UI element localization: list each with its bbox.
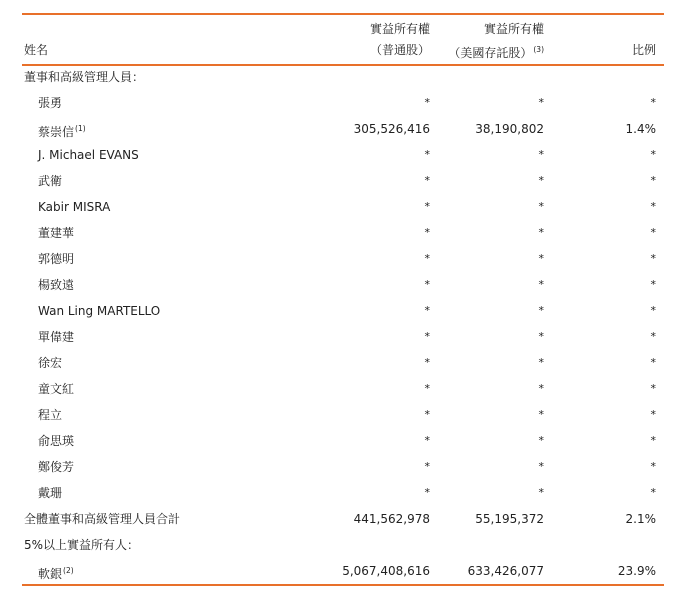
row-name bbox=[38, 324, 74, 350]
row-ads: * bbox=[538, 356, 544, 369]
section-holders-label: 5%以上實益所有人： bbox=[24, 538, 140, 552]
row-name bbox=[38, 220, 74, 246]
row-ordinary: 305,526,416 bbox=[353, 122, 430, 136]
row-ordinary: * bbox=[424, 278, 430, 291]
row-ordinary: * bbox=[424, 226, 430, 239]
row-name bbox=[38, 168, 62, 194]
row-name-text: 董建華 bbox=[38, 226, 75, 240]
row-name bbox=[38, 350, 62, 376]
row-footnote: (1) bbox=[75, 124, 86, 133]
row-ads: * bbox=[538, 304, 544, 317]
row-name-text: 童文紅 bbox=[38, 382, 75, 396]
row-ordinary: * bbox=[424, 304, 430, 317]
row-ads: * bbox=[538, 486, 544, 499]
row-percent: * bbox=[650, 408, 656, 421]
row-ads: * bbox=[538, 408, 544, 421]
header-percent: 比例 bbox=[631, 43, 656, 57]
row-ads: 38,190,802 bbox=[475, 122, 544, 136]
table-row bbox=[0, 220, 700, 246]
row-footnote: (2) bbox=[63, 566, 74, 575]
row-ads: * bbox=[538, 200, 544, 213]
table-row bbox=[0, 272, 700, 298]
row-ordinary: * bbox=[424, 330, 430, 343]
section-directors bbox=[0, 64, 700, 90]
row-ads: * bbox=[538, 96, 544, 109]
row-percent: * bbox=[650, 330, 656, 343]
row-name-text: Kabir MISRA bbox=[38, 200, 111, 214]
row-percent: 1.4% bbox=[625, 122, 656, 136]
total-percent: 2.1% bbox=[625, 512, 656, 526]
header-ads-line1: 實益所有權 bbox=[483, 22, 544, 36]
row-name bbox=[38, 194, 110, 220]
row-ordinary: * bbox=[424, 408, 430, 421]
row-name-text: 楊致遠 bbox=[38, 278, 75, 292]
row-name-text: 俞思瑛 bbox=[38, 434, 75, 448]
row-ordinary: * bbox=[424, 434, 430, 447]
row-name-text: 武衛 bbox=[38, 174, 63, 188]
row-percent: * bbox=[650, 356, 656, 369]
row-name-text: 張勇 bbox=[38, 96, 63, 110]
row-name-text: 蔡崇信 bbox=[38, 125, 75, 139]
section-holders bbox=[0, 532, 700, 558]
row-name bbox=[38, 116, 86, 145]
header-name: 姓名 bbox=[24, 43, 49, 57]
row-percent: * bbox=[650, 304, 656, 317]
row-name-text: J. Michael EVANS bbox=[38, 148, 139, 162]
row-ads: * bbox=[538, 226, 544, 239]
table-row bbox=[0, 558, 700, 584]
row-name bbox=[38, 246, 74, 272]
row-percent: * bbox=[650, 226, 656, 239]
table-row bbox=[0, 428, 700, 454]
row-name bbox=[38, 142, 139, 168]
row-ads: 633,426,077 bbox=[467, 564, 544, 578]
row-percent: * bbox=[650, 174, 656, 187]
row-ads: * bbox=[538, 460, 544, 473]
table-row bbox=[0, 116, 700, 142]
row-name bbox=[38, 402, 62, 428]
row-percent: * bbox=[650, 460, 656, 473]
table-row bbox=[0, 142, 700, 168]
section-directors-label: 董事和高級管理人員： bbox=[24, 70, 145, 84]
row-name bbox=[38, 272, 74, 298]
row-name bbox=[38, 298, 160, 324]
table-row bbox=[0, 90, 700, 116]
total-name: 全體董事和高級管理人員合計 bbox=[24, 512, 181, 526]
header-ads-line2 bbox=[448, 42, 544, 61]
row-ordinary: * bbox=[424, 148, 430, 161]
row-ordinary: * bbox=[424, 96, 430, 109]
table-row bbox=[0, 324, 700, 350]
row-ads: * bbox=[538, 174, 544, 187]
row-name-text: 郭德明 bbox=[38, 252, 75, 266]
bottom-rule bbox=[22, 584, 664, 586]
row-ads: * bbox=[538, 148, 544, 161]
header-ads-footnote: (3) bbox=[533, 45, 544, 54]
header-ordinary-line2: （普通股） bbox=[369, 43, 430, 57]
row-percent: * bbox=[650, 96, 656, 109]
table-row bbox=[0, 298, 700, 324]
row-ads: * bbox=[538, 278, 544, 291]
table-row bbox=[0, 454, 700, 480]
row-ads: * bbox=[538, 434, 544, 447]
row-name-text: 單偉建 bbox=[38, 330, 75, 344]
total-row bbox=[0, 506, 700, 532]
row-name bbox=[38, 558, 74, 587]
row-ads: * bbox=[538, 382, 544, 395]
table-row bbox=[0, 350, 700, 376]
row-name-text: 徐宏 bbox=[38, 356, 63, 370]
table-row bbox=[0, 402, 700, 428]
row-ads: * bbox=[538, 330, 544, 343]
table-row bbox=[0, 246, 700, 272]
table-row bbox=[0, 376, 700, 402]
top-rule bbox=[22, 13, 664, 15]
row-name bbox=[38, 90, 62, 116]
row-ordinary: * bbox=[424, 486, 430, 499]
row-percent: * bbox=[650, 382, 656, 395]
row-name-text: 戴珊 bbox=[38, 486, 63, 500]
row-percent: * bbox=[650, 200, 656, 213]
total-ads: 55,195,372 bbox=[475, 512, 544, 526]
row-name-text: 軟銀 bbox=[38, 567, 63, 581]
row-percent: * bbox=[650, 148, 656, 161]
header-ads-label: （美國存託股） bbox=[448, 46, 533, 60]
table-row bbox=[0, 480, 700, 506]
row-ordinary: * bbox=[424, 252, 430, 265]
row-ordinary: 5,067,408,616 bbox=[342, 564, 430, 578]
row-name bbox=[38, 454, 74, 480]
row-percent: * bbox=[650, 434, 656, 447]
row-ordinary: * bbox=[424, 382, 430, 395]
row-percent: * bbox=[650, 252, 656, 265]
total-ordinary: 441,562,978 bbox=[353, 512, 430, 526]
row-ordinary: * bbox=[424, 460, 430, 473]
row-percent: * bbox=[650, 278, 656, 291]
row-percent: * bbox=[650, 486, 656, 499]
row-name-text: 鄭俊芳 bbox=[38, 460, 75, 474]
row-ordinary: * bbox=[424, 174, 430, 187]
table-row bbox=[0, 168, 700, 194]
row-name bbox=[38, 428, 74, 454]
row-name-text: Wan Ling MARTELLO bbox=[38, 304, 161, 318]
row-name-text: 程立 bbox=[38, 408, 63, 422]
header-ordinary-line1: 實益所有權 bbox=[369, 22, 430, 36]
row-percent: 23.9% bbox=[617, 564, 656, 578]
row-ordinary: * bbox=[424, 356, 430, 369]
row-name bbox=[38, 480, 62, 506]
row-ads: * bbox=[538, 252, 544, 265]
row-name bbox=[38, 376, 74, 402]
table-row bbox=[0, 194, 700, 220]
row-ordinary: * bbox=[424, 200, 430, 213]
